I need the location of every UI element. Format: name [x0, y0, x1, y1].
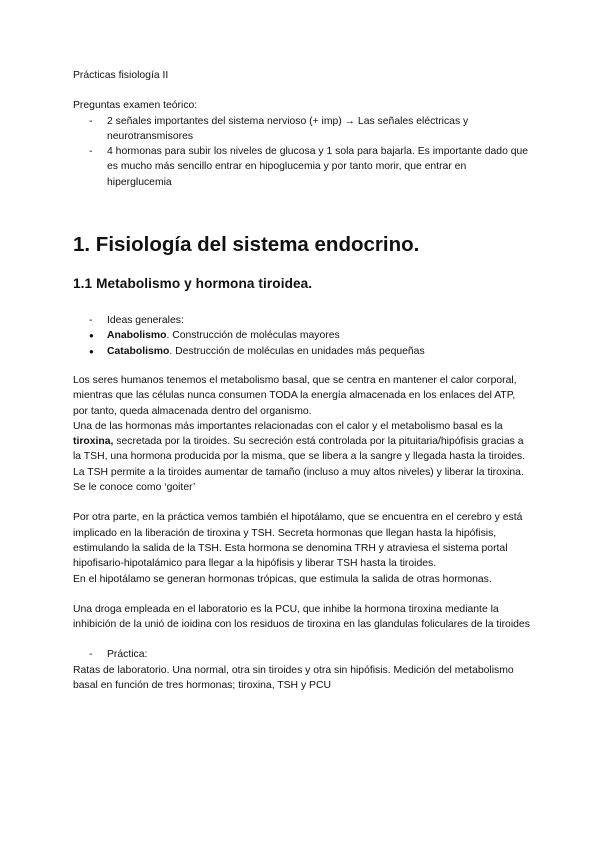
paragraph: Una droga empleada en el laboratorio es la PCU, que inhibe la hormona tiroxina mediante la inhibición de la unió de ioidina con los residuos de tiroxina en las glandulas foliculares de la tiroides — [73, 603, 530, 631]
questions-heading: Preguntas examen teórico: — [73, 100, 198, 112]
paragraph-text: Una de las hormonas más importantes relacionadas con el calor y el metabolismo basal es la — [73, 420, 503, 432]
list-item — [73, 114, 533, 145]
document-page — [73, 68, 533, 693]
list-item — [73, 647, 533, 662]
paragraph-text: secretada por la tiroides. Su secreción está controlada por la pituitaria/hipófisis gracias a la TSH, una hormona producida por la misma, que se libera a la sangre y llegada hasta la tiroides. — [73, 436, 526, 463]
doc-title: Prácticas fisiología II — [73, 70, 169, 81]
ideas-label-list — [73, 313, 533, 328]
spacer — [73, 587, 533, 602]
dash-marker: - — [89, 649, 93, 661]
dash-marker: - — [89, 115, 93, 127]
term: Anabolismo — [107, 330, 167, 342]
question-text: 4 hormonas para subir los niveles de glucosa y 1 sola para bajarla. Es importante dado que es mucho más sencillo entrar en hipoglucemia y por tanto morir, que entrar en hiperglucemia — [107, 146, 529, 188]
dash-marker: - — [89, 146, 93, 158]
paragraph — [73, 419, 533, 465]
bullet-marker: ● — [89, 331, 94, 341]
list-item — [73, 344, 533, 359]
spacer — [73, 359, 533, 373]
section-heading: 1. Fisiología del sistema endocrino. — [73, 233, 420, 257]
term: Catabolismo — [107, 345, 170, 357]
dash-marker: - — [89, 315, 93, 327]
ideas-label: Ideas generales: — [107, 315, 184, 327]
paragraph: Ratas de laboratorio. Una normal, otra sin tiroides y otra sin hipófisis. Medición del metabolismo basal en función de tres hormonas; tiroxina, TSH y PCU — [73, 664, 514, 692]
ideas-list — [73, 328, 533, 359]
subsection-heading: 1.1 Metabolismo y hormona tiroidea. — [73, 276, 313, 292]
paragraph: En el hipotálamo se generan hormonas trópicas, que estimula la salida de otras hormonas. — [73, 573, 492, 585]
bullet-marker: ● — [89, 346, 94, 356]
spacer — [73, 632, 533, 647]
spacer — [73, 495, 533, 510]
paragraph: Los seres humanos tenemos el metabolismo basal, que se centra en mantener el calor corporal, mientras que las células nunca consumen TODA la energía almacenada en los enlaces del ATP, por tanto, queda almacenada dentro del organismo. — [73, 374, 517, 417]
spacer — [73, 83, 533, 98]
list-item — [73, 328, 533, 343]
list-item — [73, 313, 533, 328]
paragraph: La TSH permite a la tiroides aumentar de tamaño (incluso a muy altos niveles) y liberar la tiroxina. Se le conoce como ‘goiter’ — [73, 466, 524, 494]
practica-list — [73, 647, 533, 662]
spacer — [73, 293, 533, 313]
list-item — [73, 144, 533, 190]
questions-list — [73, 114, 533, 190]
definition: . Construcción de moléculas mayores — [166, 330, 340, 342]
paragraph: Por otra parte, en la práctica vemos también el hipotálamo, que se encuentra en el cerebro y está implicado en la liberación de tiroxina y TSH. Secreta hormonas que llegan hasta la hipófisis, estimulando la salida de la TSH. Esta hormona se denomina TRH y atraviesa el sistema portal hipofisario-hipotalámico para llegar a la hipófisis y liberar TSH hasta la tiroides. — [73, 512, 523, 570]
definition: . Destrucción de moléculas en unidades más pequeñas — [169, 345, 425, 357]
spacer — [73, 258, 533, 275]
spacer — [73, 190, 533, 232]
question-text: 2 señales importantes del sistema nervioso (+ imp) → Las señales eléctricas y neurotransmisores — [107, 115, 469, 142]
bold-term: tiroxina, — [73, 436, 114, 448]
practica-label: Práctica: — [107, 649, 148, 661]
